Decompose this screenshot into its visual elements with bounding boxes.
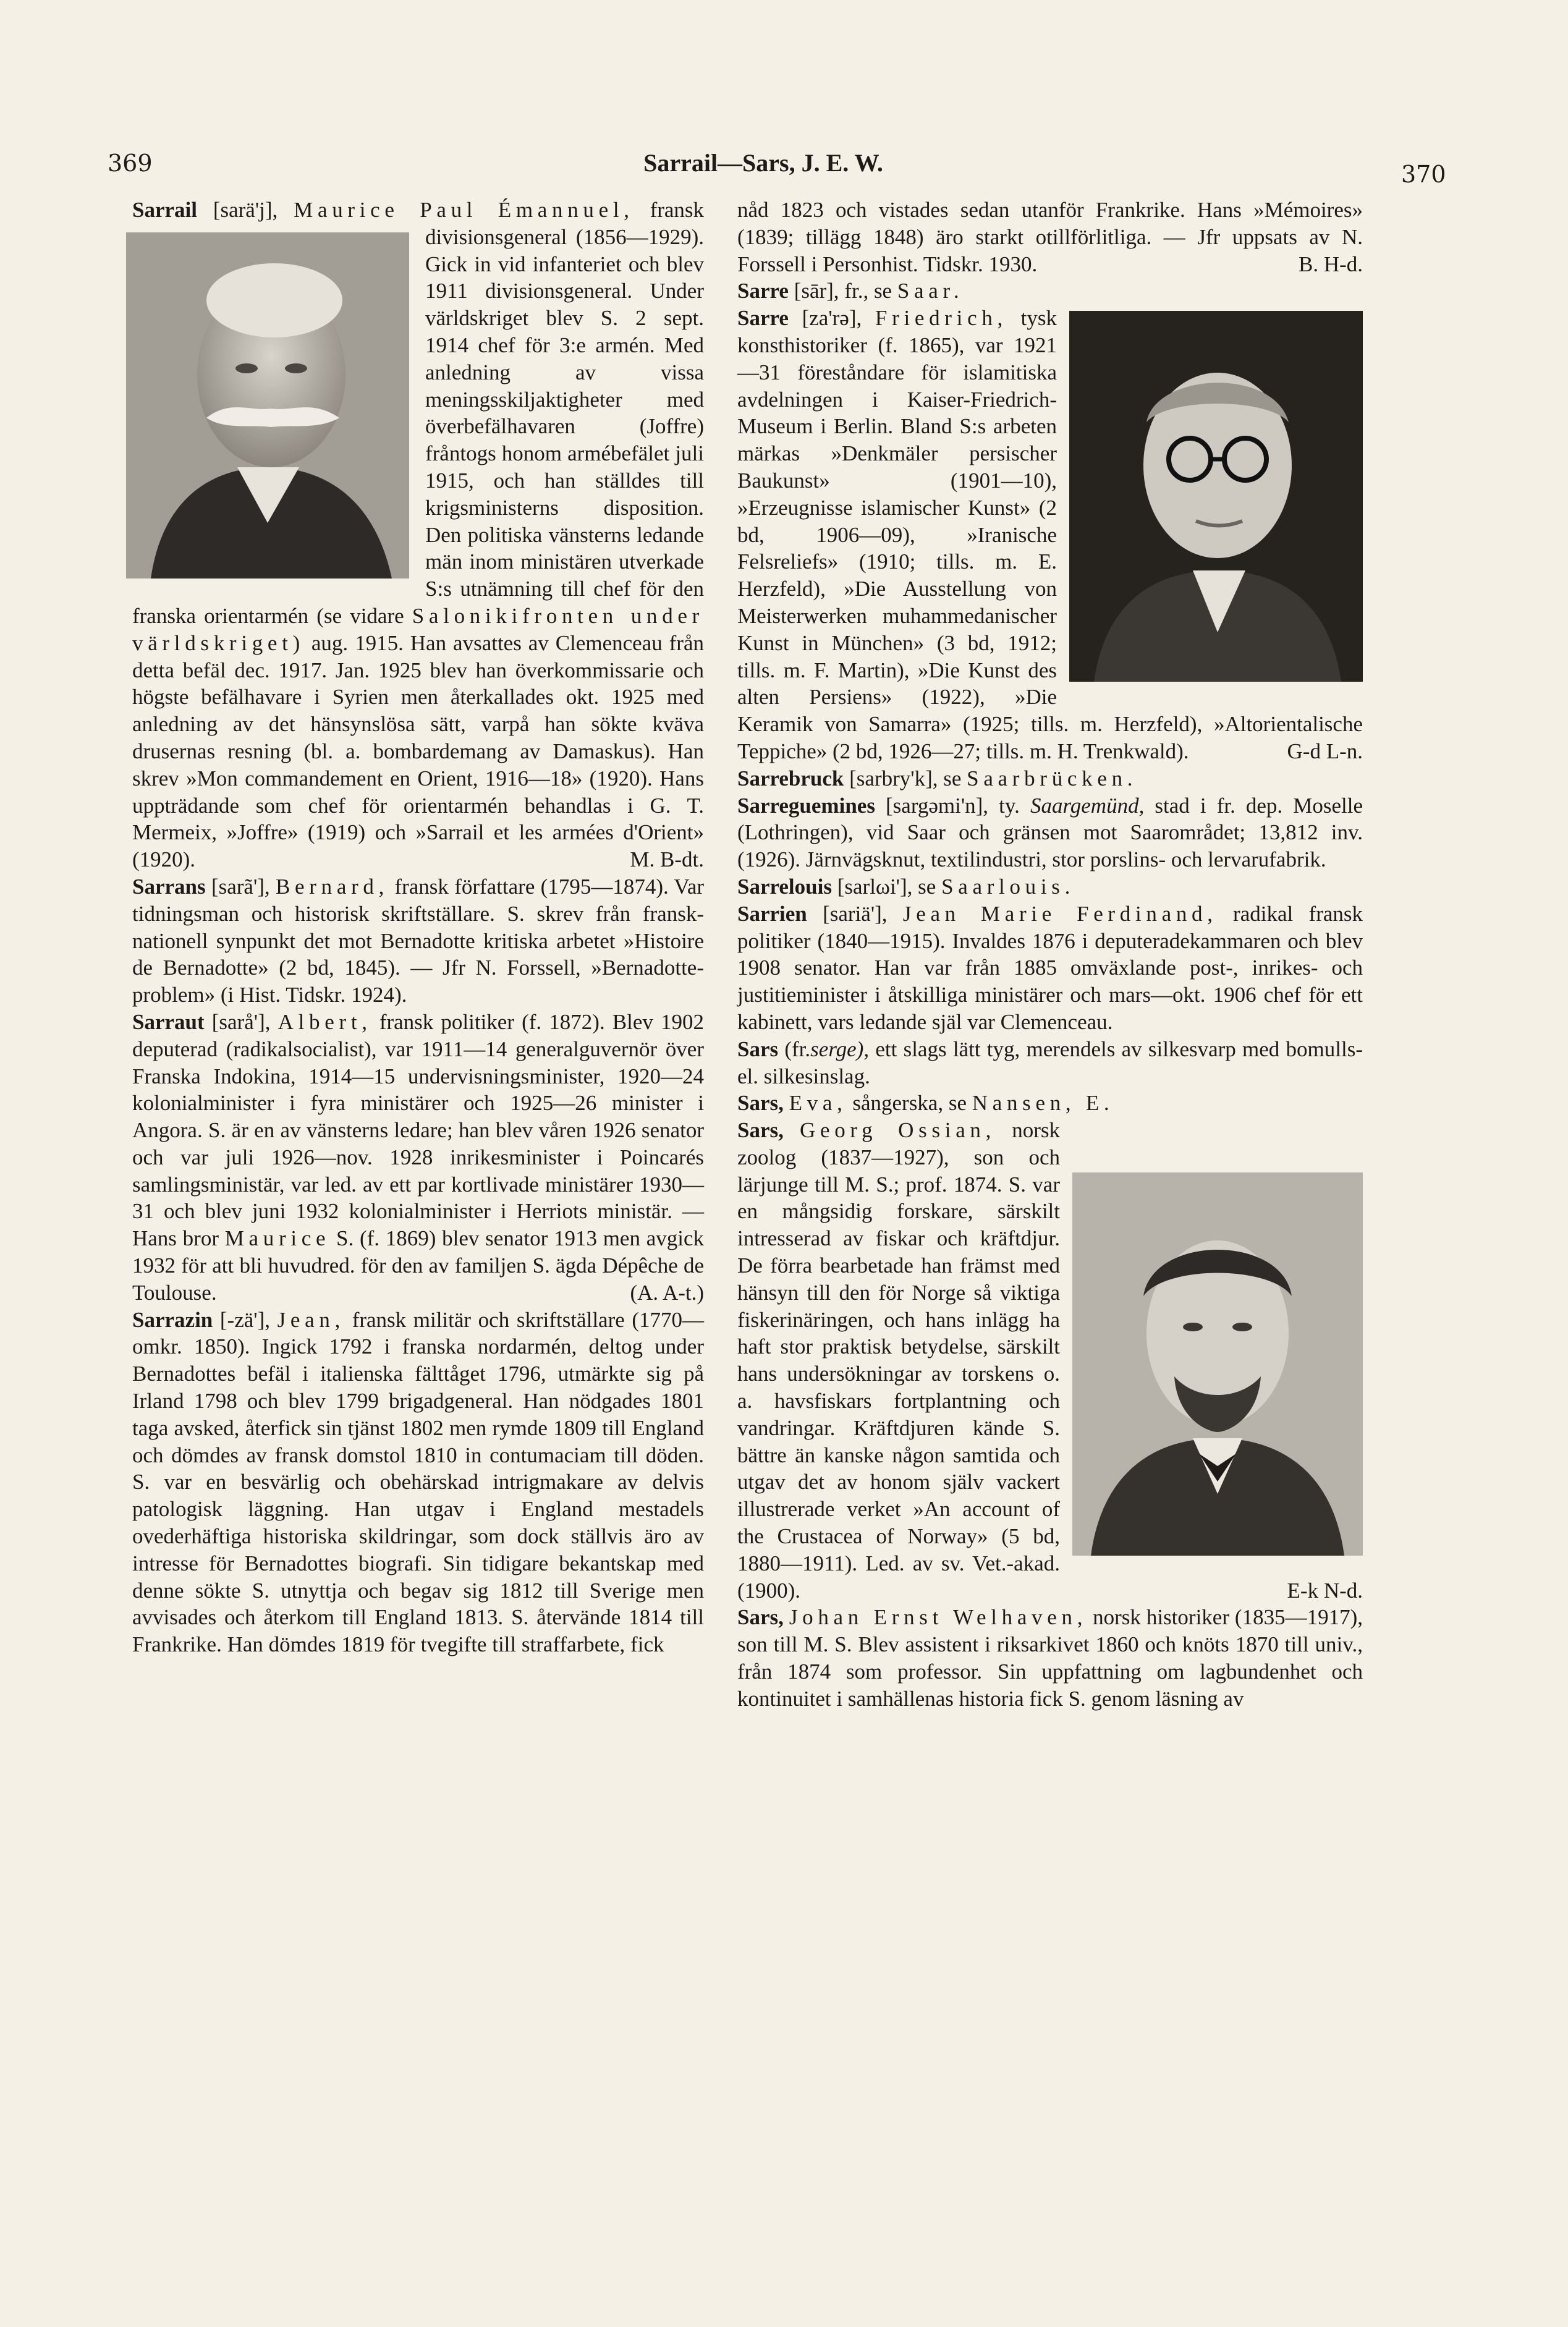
headword: Sarre [737,279,789,303]
author-signature: B. H-d. [1298,252,1363,276]
person-name: Maurice Paul Émannuel, [294,198,634,222]
author-signature: G-d L-n. [1287,739,1363,763]
person-name: Georg Ossian, [800,1118,996,1143]
person-name: Maurice [224,1226,331,1251]
headword: Sarre [737,306,789,331]
author-signature: M. B-dt. [630,847,704,872]
entry-sarre-friedrich: Sarre [za'rə], Friedrich, tysk konsthistoriker (f. 1865), var 1921—31 föreståndare för islamitiska avdelningen i Kaiser-Friedrich-Museum i Berlin. Bland S:s arbeten märkas »Denkmäler persischer Baukunst» (1901—10), »Erzeugnisse islamischer Kunst» (2 bd, 1906—09), »Iranische Felsreliefs» (1910; tills. m. E. Herzfeld), »Die Ausstellung von Meisterwerken muhammedanischer Kunst in München» (3 bd, 1912; tills. m. F. Martin), »Die Kunst des alten Persiens» (1922), »Die Keramik von Samarra» (1925; tills. m. Herzfeld), »Altorientalische Teppiche» (2 bd, 1926—27; tills. m. H. Trenkwald). G-d L-n. [737,305,1363,765]
entry-sarreguemines: Sarreguemines [sargəmi'n], ty. Saargemünd, stad i fr. dep. Moselle (Lothringen), vid Saar och gränsen mot Saarområdet; 13,812 inv. (1926). Järnvägsknut, textilindustri, stor porslins- och lervarufabrik. [737,793,1363,872]
portrait-friedrich-sarre [1069,311,1363,682]
cross-reference: Saarlouis. [941,874,1075,899]
cross-reference: Saarbrücken. [967,766,1138,791]
headword: Sarrebruck [737,766,844,791]
page-number-left: 369 [108,150,153,177]
pronunciation: [sarä'j], [213,198,278,222]
entry-sarrazin-continued: nåd 1823 och vistades sedan utanför Frankrike. Hans »Mémoires» (1839; tillägg 1848) äro starkt otillförlitliga. — Jfr uppsats av N. Forssell i Personhist. Tidskr. 1930. B. H-d. [737,197,1363,278]
entry-sarrazin: Sarrazin [-zä'], Jean, fransk militär och skriftställare (1770—omkr. 1850). Ingick 1792 i franska nordarmén, deltog under Bernadottes befäl i italienska fälttåget 1796, utmärkte sig på Irland 1798 och blev 1799 brigadgeneral. Han nödgades 1801 taga avsked, återfick sin tjänst 1802 men rymde 1809 till England och dömdes av fransk domstol 1810 in contumaciam till döden. S. var en besvärlig och obehärskad intrigmakare av delvis patologisk läggning. Han utgav i England mestadels ovederhäftiga historiska skildringar, som dock ställvis äro av intresse för Bernadottes biografi. Sin tidigare bekantskap med denne sökte S. utnyttja och begav sig 1812 till Sverige men avvisades och återkom till England 1813. S. återvände 1814 till Frankrike. Han dömdes 1819 för tvegifte till straffarbete, fick [132,1307,705,1657]
person-name: Bernard, [276,874,389,899]
entry-sars-fabric: Sars (fr.serge), ett slags lätt tyg, merendels av silkesvarp med bomulls- el. silkesinslag. [737,1036,1363,1088]
page-number-right: 370 [1401,161,1446,188]
person-name: Jean, [277,1307,345,1332]
pronunciation: [sariä'], [823,901,888,926]
headword: Sarrazin [132,1307,213,1332]
person-name: Eva, [789,1091,847,1116]
entry-sarrebruck: Sarrebruck [sarbry'k], se Saarbrücken. [737,766,1138,791]
headword: Sarrans [132,874,206,899]
pronunciation: [sarå'], [211,1009,271,1034]
entry-sarrelouis: Sarrelouis [sarlωi'], se Saarlouis. [737,874,1075,899]
entry-sars-eva: Sars, Eva, sångerska, se Nansen, E. [737,1091,1114,1116]
pronunciation: [sarã'], [211,874,270,899]
pronunciation: [-zä'], [219,1307,270,1332]
portrait-georg-ossian-sars [1072,1172,1363,1556]
headword: Sarraut [132,1009,205,1034]
entry-sars-georg-ossian: Sars, Georg Ossian, norsk zoolog (1837—1927), son och lärjunge till M. S.; prof. 1874. S. var en mångsidig forskare, särskilt intresserad av fiskar och kräftdjur. De förra bearbetade han främst med hänsyn till den för Norge så viktiga fiskerinäringen, och hans inlägg ha haft stor praktisk betydelse, särskilt hans undersökningar av torskens o. a. havsfiskars fortplantning och vandringar. Kräftdjuren kände S. bättre än kanske någon samtida och utgav det av honom själv vackert illustrerade verket »An account of the Crustacea of Norway» (5 bd, 1880—1911). Led. av sv. Vet.-akad. (1900). E-k N-d. [737,1117,1363,1604]
left-column [132,197,704,1658]
headword: Sars, [737,1605,784,1630]
headword: Sars, [737,1118,784,1143]
headword: Sars, [737,1091,784,1116]
headword: Sarrail [132,198,197,222]
entry-sars-johan-ernst-welhaven: Sars, Johan Ernst Welhaven, norsk historiker (1835—1917), son till M. S. Blev assistent i riksarkivet 1860 och knöts 1870 till univ., från 1874 som professor. Sin uppfattning om lagbundenhet och kontinuitet i samhällenas historia fick S. genom läsning av [737,1605,1363,1711]
running-title: Sarrail—Sars, J. E. W. [643,149,883,177]
entry-sarrien: Sarrien [sariä'], Jean Marie Ferdinand, radikal fransk politiker (1840—1915). Invaldes 1876 i deputeradekammaren och blev 1908 senator. Han var från 1885 omväxlande post-, inrikes- och justitieminister i åtskilliga ministärer och mars—okt. 1906 chef för ett kabinett, vars ledande själ var Clemenceau. [737,901,1363,1034]
person-name: Johan Ernst Welhaven, [789,1605,1088,1630]
headword: Sars [737,1036,779,1061]
person-name: Friedrich, [875,306,1007,331]
entry-sarre-fr: Sarre [sār], fr., se Saar. [737,279,964,303]
pronunciation: [za'rə], [802,306,862,331]
right-column [737,197,1363,1713]
headword: Sarrelouis [737,874,832,899]
headword: Sarreguemines [737,793,875,818]
cross-reference: Salonikifronten under världskriget) [132,603,704,655]
author-signature: (A. A-t.) [630,1280,704,1305]
entry-sarraut: Sarraut [sarå'], Albert, fransk politiker (f. 1872). Blev 1902 deputerad (radikalsocialist), var 1911—14 generalguvernör över Franska Indokina, 1914—15 undervisningsminister, 1920—24 kolonialminister i fyra ministärer och 1925—26 minister i Angora. S. är en av vänsterns ledare; han blev våren 1926 senator och var juli 1926—nov. 1928 inrikesminister i Poincarés samlingsministär, var led. av ett par kortlivade ministärer 1930—31 och blev juni 1932 kolonialminister i Herriots ministär. — Hans bror Maurice S. (f. 1869) blev senator 1913 men avgick 1932 för att bli huvudred. för den av familjen S. ägda Dépêche de Toulouse. (A. A-t.) [132,1009,704,1307]
cross-reference: Saar. [897,279,964,303]
cross-reference: Nansen, E. [972,1091,1114,1116]
entry-sarrans: Sarrans [sarã'], Bernard, fransk författare (1795—1874). Var tidningsman och historisk skriftställare. S. skrev från fransk-nationell synpunkt det mot Bernadotte kritiska arbetet »Histoire de Bernadotte» (2 bd, 1845). — Jfr N. Forssell, »Bernadotte-problem» (i Hist. Tidskr. 1924). [132,874,705,1007]
author-signature: E-k N-d. [1287,1578,1363,1603]
headword: Sarrien [737,901,807,926]
alternate-name: Saargemünd, [1030,793,1145,818]
entry-sarrail: Sarrail [sarä'j], Maurice Paul Émannuel, fransk divisionsgeneral (1856—1929). Gick in vid infanteriet och blev 1911 divisionsgeneral. Under världskriget blev S. 2 sept. 1914 chef för 3:e armén. Med anledning av vissa meningsskiljaktigheter med överbefälhavaren (Joffre) fråntogs honom armébefälet juli 1915, och han ställdes till krigsministerns disposition. Den politiska vänsterns ledande män inom ministären utverkade S:s utnämning till chef för den franska orientarmén (se vidare Salonikifronten under världskriget) aug. 1915. Han avsattes av Clemenceau från detta befäl dec. 1917. Jan. 1925 blev han överkommissarie och högste befälhavare i Syrien men återkallades okt. 1925 med anledning av det hänsynslösa sätt, varpå han sökte kväva drusernas resning (bl. a. bombardemang av Damaskus). Han skrev »Mon commandement en Orient, 1916—18» (1920). Hans uppträdande som chef för orientarmén behandlas i G. T. Mermeix, »Joffre» (1919) och »Sarrail et les armées d'Orient» (1920). M. B-dt. [132,197,704,873]
portrait-sarrail [126,232,409,579]
person-name: Albert, [278,1009,372,1034]
person-name: Jean Marie Ferdinand, [902,901,1218,926]
